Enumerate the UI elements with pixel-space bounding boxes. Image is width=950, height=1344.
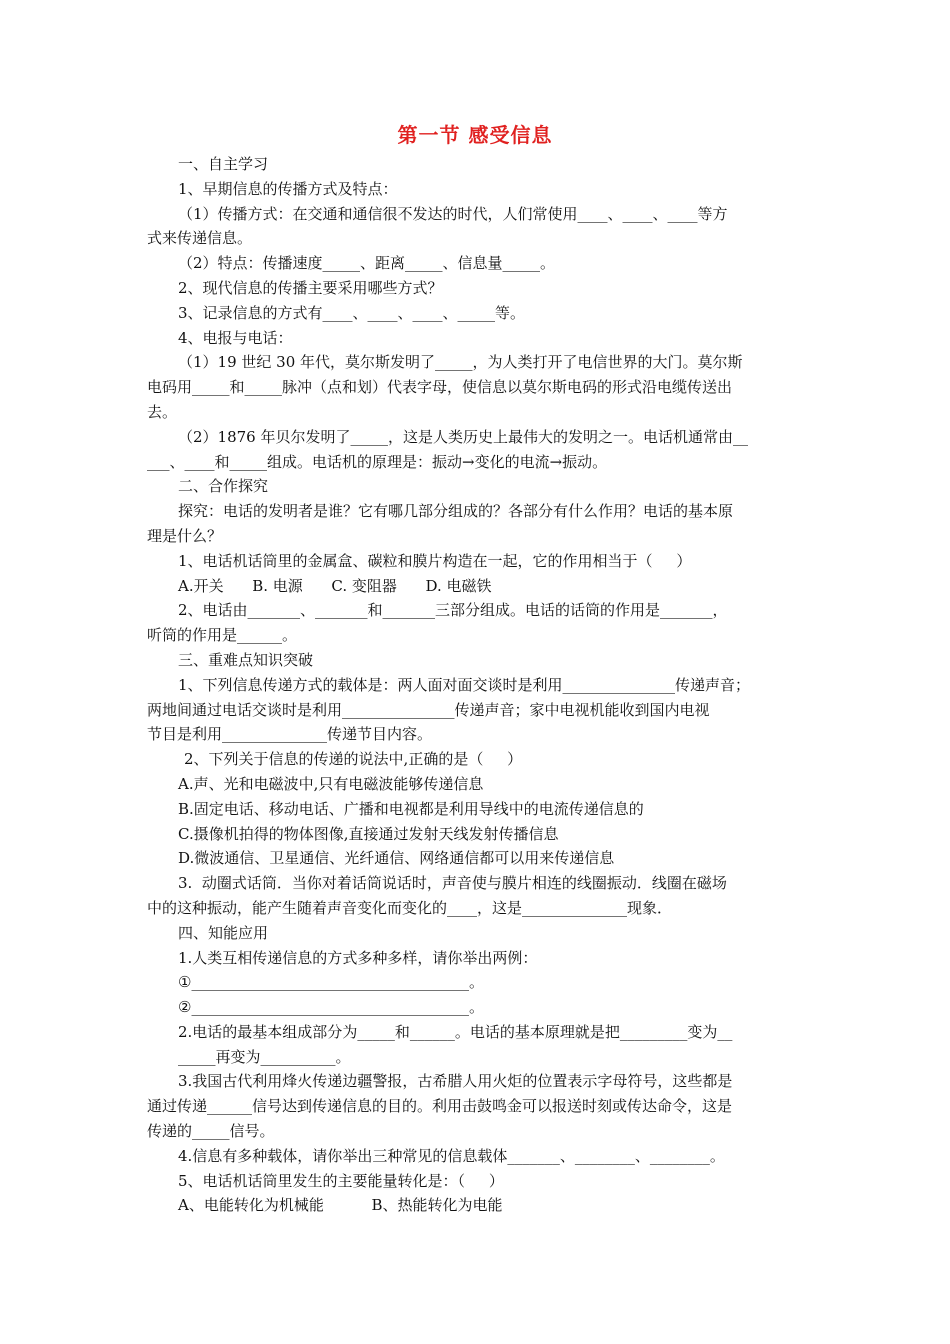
text-line: 式来传递信息。	[147, 229, 253, 248]
text-line: ①_____________________________________。	[178, 973, 484, 992]
text-line: 1.人类互相传递信息的方式多种多样，请你举出两例：	[178, 948, 538, 967]
text-line: 节目是利用______________传递节目内容。	[147, 725, 433, 744]
text-line: 3.我国古代利用烽火传递边疆警报，古希腊人用火炬的位置表示字母符号，这些都是	[178, 1072, 733, 1091]
text-line: 3、记录信息的方式有____、____、____、_____等。	[178, 303, 526, 322]
text-line: 二、合作探究	[178, 477, 269, 496]
text-line: 1、下列信息传递方式的载体是：两人面对面交谈时是利用_______________传递声音；	[178, 675, 751, 694]
text-line: _____再变为__________。	[178, 1047, 351, 1066]
text-line: 5、电话机话筒里发生的主要能量转化是：（ ）	[178, 1171, 504, 1190]
text-line: 两地间通过电话交谈时是利用_______________传递声音；家中电视机能收到国内电视	[147, 700, 710, 719]
document-page	[147, 118, 803, 1218]
text-line: 1、电话机话筒里的金属盒、碳粒和膜片构造在一起，它的作用相当于（ ）	[178, 551, 692, 570]
text-line: 中的这种振动，能产生随着声音变化而变化的____，这是______________现象．	[147, 898, 673, 917]
text-line: ___、____和_____组成。电话机的原理是：振动→变化的电流→振动。	[147, 452, 608, 471]
text-line: 一、自主学习	[178, 155, 269, 173]
text-line: 听筒的作用是______。	[147, 626, 298, 645]
text-line: B.固定电话、移动电话、广播和电视都是利用导线中的电流传递信息的	[178, 799, 644, 818]
text-line: A、电能转化为机械能 B、热能转化为电能	[178, 1196, 503, 1215]
text-line: 2、电话由_______、_______和_______三部分组成。电话的话筒的作用是_______，	[178, 601, 728, 620]
text-line: D.微波通信、卫星通信、光纤通信、网络通信都可以用来传递信息	[178, 849, 615, 868]
text-line: 3. 动圈式话筒．当你对着话筒说话时，声音使与膜片相连的线圈振动．线圈在磁场	[178, 874, 727, 893]
text-line: 探究：电话的发明者是谁？它有哪几部分组成的？各部分有什么作用？电话的基本原	[178, 502, 734, 521]
text-line: 2、下列关于信息的传递的说法中,正确的是（ ）	[184, 750, 523, 769]
text-line: 传递的_____信号。	[147, 1122, 275, 1141]
text-line: A.开关 B. 电源 C. 变阻器 D. 电磁铁	[178, 576, 492, 595]
text-line: 1、早期信息的传播方式及特点：	[178, 179, 398, 198]
text-line: 电码用_____和_____脉冲（点和划）代表字母，使信息以莫尔斯电码的形式沿电缆传送出	[147, 378, 733, 397]
text-line: 4、电报与电话：	[178, 328, 293, 347]
text-line: 通过传递______信号达到传递信息的目的。利用击鼓鸣金可以报送时刻或传达命令，这是	[147, 1097, 733, 1116]
text-line: A.声、光和电磁波中,只有电磁波能够传递信息	[178, 774, 484, 793]
document-body	[147, 152, 803, 1218]
text-line: （2）1876 年贝尔发明了_____，这是人类历史上最伟大的发明之一。电话机通常由__	[178, 427, 748, 446]
text-line: 四、知能应用	[178, 923, 269, 942]
text-line: 三、重难点知识突破	[178, 650, 314, 669]
text-line: 2.电话的最基本组成部分为_____和______。电话的基本原理就是把_________变为__	[178, 1022, 733, 1041]
text-line: 理是什么？	[147, 526, 223, 545]
text-line: 2、现代信息的传播主要采用哪些方式？	[178, 278, 443, 297]
text-line: ②_____________________________________。	[178, 998, 484, 1017]
page-title: 第一节 感受信息	[397, 123, 553, 147]
text-line: （1）19 世纪 30 年代，莫尔斯发明了_____，为人类打开了电信世界的大门。莫尔斯	[178, 353, 743, 372]
text-line: 4.信息有多种载体，请你举出三种常见的信息载体_______、________、________。	[178, 1146, 725, 1165]
text-line: 去。	[147, 402, 178, 421]
text-line: C.摄像机拍得的物体图像,直接通过发射天线发射传播信息	[178, 824, 559, 843]
text-line: （1）传播方式：在交通和通信很不发达的时代，人们常使用____、____、____等方	[178, 204, 728, 223]
text-line: （2）特点：传播速度_____、距离_____、信息量_____。	[178, 254, 556, 273]
